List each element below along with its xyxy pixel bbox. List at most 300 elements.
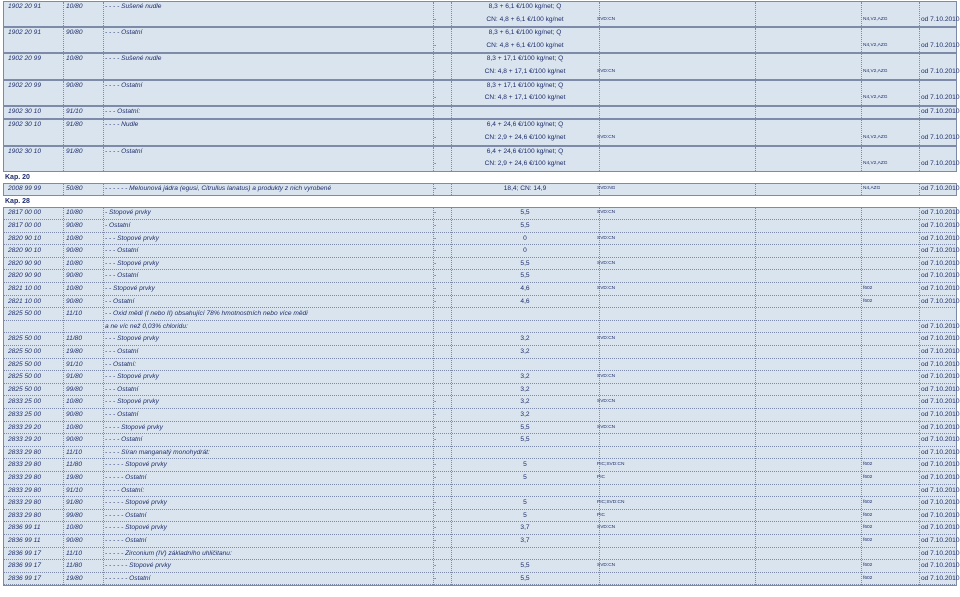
cell-sub: 10/80 bbox=[66, 259, 83, 267]
cell-code: 2836 99 11 bbox=[8, 524, 41, 532]
cell-cond: N4,V2,AZG bbox=[863, 42, 888, 48]
table-row bbox=[3, 245, 960, 258]
table-row bbox=[3, 409, 960, 422]
cell-dash: - bbox=[434, 537, 437, 544]
cell-sub: 90/80 bbox=[66, 272, 83, 280]
cell-dash: - bbox=[434, 41, 437, 49]
cell-duty: 0 bbox=[523, 234, 527, 242]
cell-ref: SVD:CN bbox=[597, 286, 616, 291]
table-row bbox=[3, 296, 960, 309]
cell-cond: f602 bbox=[863, 462, 873, 468]
cell-ref: PIC;SVD:CN bbox=[597, 462, 625, 468]
chapter-heading: Kap. 28 bbox=[5, 198, 30, 206]
cell-date: od 7.10.2010 bbox=[921, 209, 960, 217]
cell-code: 2825 50 00 bbox=[8, 335, 42, 343]
cell-date: od 7.10.2010 bbox=[921, 448, 960, 456]
cell-sub: 19/80 bbox=[66, 574, 83, 582]
cell-duty: 6,4 + 24,6 €/100 kg/net; Q bbox=[486, 121, 564, 129]
table-row bbox=[3, 207, 960, 220]
cell-sub: 90/80 bbox=[66, 81, 83, 89]
cell-ref: SVD:CN bbox=[597, 16, 616, 22]
cell-duty: CN: 4,8 + 17,1 €/100 kg/net bbox=[484, 68, 566, 75]
cell-desc: - - Oxid mědi (I nebo II) obsahující 78% hmotnostních nebo více mědi bbox=[105, 310, 308, 318]
cell-date: od 7.10.2010 bbox=[921, 160, 960, 168]
cell-cond: N4,V2,AZG bbox=[863, 69, 888, 74]
cell-date: od 7.10.2010 bbox=[921, 486, 960, 494]
cell-dash: - bbox=[434, 160, 437, 168]
cell-desc: - - - - Ostatní bbox=[105, 29, 143, 37]
table-row bbox=[3, 158, 960, 171]
cell-duty: 8,3 + 6,1 €/100 kg/net; Q bbox=[488, 3, 562, 10]
cell-desc: - - - - Sušené nudle bbox=[105, 55, 162, 63]
cell-duty: 8,3 + 17,1 €/100 kg/net; Q bbox=[486, 81, 564, 89]
cell-date: od 7.10.2010 bbox=[921, 423, 960, 431]
table-row bbox=[3, 132, 960, 145]
cell-ref: SVD:CN bbox=[597, 235, 616, 241]
cell-code: 2833 29 80 bbox=[8, 486, 42, 494]
cell-dash: - bbox=[434, 574, 437, 582]
cell-duty: 4,6 bbox=[520, 285, 530, 292]
cell-date: od 7.10.2010 bbox=[921, 511, 960, 519]
cell-duty bbox=[452, 359, 598, 372]
cell-duty: 5,5 bbox=[520, 259, 530, 267]
cell-ref: PIC;SVD:CN bbox=[597, 500, 625, 506]
cell-code: 1902 30 10 bbox=[8, 107, 42, 115]
cell-dash: - bbox=[434, 423, 437, 431]
cell-date: od 7.10.2010 bbox=[921, 297, 960, 305]
cell-desc: - - - - Nudle bbox=[105, 121, 139, 129]
table-row bbox=[3, 53, 957, 66]
table-row bbox=[3, 1, 957, 14]
cell-date: od 7.10.2010 bbox=[921, 134, 960, 141]
cell-sub: 90/80 bbox=[66, 297, 83, 305]
cell-date: od 7.10.2010 bbox=[921, 322, 960, 330]
cell-desc: - - - Ostatní bbox=[105, 411, 139, 418]
cell-date: od 7.10.2010 bbox=[921, 436, 960, 444]
cell-date: od 7.10.2010 bbox=[921, 285, 960, 292]
cell-sub: 10/80 bbox=[66, 209, 83, 217]
table-row bbox=[3, 106, 960, 119]
cell-dash: - bbox=[434, 499, 437, 507]
table-row bbox=[3, 40, 960, 53]
cell-desc: - - - - Ostatní bbox=[105, 81, 143, 89]
cell-code: 2825 50 00 bbox=[8, 348, 42, 355]
cell-date: od 7.10.2010 bbox=[921, 222, 960, 229]
cell-dash: - bbox=[434, 474, 437, 481]
cell-ref: SVD:CN bbox=[597, 399, 616, 405]
table-row bbox=[3, 548, 960, 561]
table-row bbox=[3, 333, 960, 346]
cell-desc: - - Ostatní bbox=[105, 297, 135, 305]
cell-code: 2825 50 00 bbox=[8, 385, 42, 393]
table-row bbox=[3, 283, 960, 296]
cell-desc: - - - - - Stopové prvky bbox=[105, 499, 167, 507]
cell-code: 2821 10 00 bbox=[8, 297, 42, 305]
cell-ref: SVD:CN bbox=[597, 336, 616, 342]
cell-code: 1902 20 99 bbox=[8, 81, 42, 89]
table-row bbox=[3, 560, 960, 573]
cell-desc: - - - Stopové prvky bbox=[105, 398, 159, 406]
cell-duty: 18,4; CN: 14,9 bbox=[503, 184, 547, 192]
table-row bbox=[3, 66, 960, 79]
cell-code: 2833 25 00 bbox=[8, 411, 42, 418]
cell-desc: - - - - Ostatní: bbox=[105, 486, 145, 494]
cell-dash: - bbox=[434, 94, 437, 102]
cell-duty: 5,5 bbox=[520, 423, 530, 431]
cell-sub: 19/80 bbox=[66, 348, 83, 355]
cell-date: od 7.10.2010 bbox=[921, 335, 960, 343]
cell-date: od 7.10.2010 bbox=[921, 234, 960, 242]
cell-duty: 3,2 bbox=[520, 411, 530, 418]
cell-sub: 11/10 bbox=[66, 448, 83, 456]
cell-code: 2836 99 17 bbox=[8, 549, 42, 557]
cell-desc: - - Ostatní: bbox=[105, 360, 137, 368]
cell-code: 2836 99 17 bbox=[8, 574, 42, 582]
table-row bbox=[3, 27, 957, 40]
cell-code: 2825 50 00 bbox=[8, 360, 42, 368]
cell-duty: 5 bbox=[523, 511, 527, 519]
cell-duty: 8,3 + 6,1 €/100 kg/net; Q bbox=[488, 29, 562, 37]
cell-desc: - - - Ostatní bbox=[105, 385, 139, 393]
cell-cond: N4,V2,AZG bbox=[863, 16, 888, 22]
cell-dash: - bbox=[434, 234, 437, 242]
cell-sub: 91/80 bbox=[66, 121, 83, 129]
table-row bbox=[3, 14, 960, 27]
cell-sub: 10/80 bbox=[66, 398, 83, 406]
cell-dash: - bbox=[434, 259, 437, 267]
cell-date: od 7.10.2010 bbox=[921, 385, 960, 393]
cell-code: 1902 20 99 bbox=[8, 55, 42, 63]
cell-desc: - - - - - - Stopové prvky bbox=[105, 562, 171, 570]
cell-code: 2833 29 80 bbox=[8, 511, 42, 519]
cell-sub: 90/80 bbox=[66, 537, 83, 544]
cell-duty bbox=[452, 106, 598, 119]
cell-code: 2820 90 10 bbox=[8, 234, 42, 242]
cell-code: 2836 99 11 bbox=[8, 537, 41, 544]
table-row bbox=[3, 447, 960, 460]
cell-desc: - - Stopové prvky bbox=[105, 285, 155, 292]
cell-duty: CN: 4,8 + 17,1 €/100 kg/net bbox=[484, 94, 566, 102]
cell-sub: 90/80 bbox=[66, 222, 83, 229]
cell-dash: - bbox=[434, 209, 437, 217]
cell-code: 2833 29 80 bbox=[8, 474, 42, 481]
table-row bbox=[3, 270, 960, 283]
table-row bbox=[3, 573, 960, 586]
cell-date: od 7.10.2010 bbox=[921, 41, 960, 49]
cell-dash: - bbox=[434, 184, 437, 192]
cell-desc: - - - - - Stopové prvky bbox=[105, 461, 167, 469]
cell-sub: 10/80 bbox=[66, 55, 83, 63]
cell-duty: 3,2 bbox=[520, 385, 530, 393]
cell-sub: 10/80 bbox=[66, 285, 83, 292]
cell-sub: 11/80 bbox=[66, 335, 83, 343]
cell-sub: 50/80 bbox=[66, 184, 83, 192]
cell-code: 1902 30 10 bbox=[8, 147, 42, 155]
cell-dash: - bbox=[434, 436, 437, 444]
cell-sub: 91/10 bbox=[66, 107, 83, 115]
cell-dash: - bbox=[434, 247, 437, 255]
cell-sub: 90/80 bbox=[66, 436, 83, 444]
cell-cond: f602 bbox=[863, 563, 873, 569]
cell-dash: - bbox=[434, 222, 437, 229]
table-row bbox=[3, 119, 957, 132]
cell-desc: - Stopové prvky bbox=[105, 209, 151, 217]
cell-ref: SVD:CN bbox=[597, 135, 616, 140]
cell-cond: N4,V2,AZG bbox=[863, 95, 888, 101]
cell-sub: 91/10 bbox=[66, 360, 83, 368]
cell-ref: PIC bbox=[597, 512, 605, 518]
cell-sub: 90/80 bbox=[66, 29, 83, 37]
cell-desc: - Ostatní bbox=[105, 222, 131, 229]
cell-desc: - - - - - Stopové prvky bbox=[105, 524, 167, 532]
cell-ref: SVD:CN bbox=[597, 525, 616, 531]
cell-date: od 7.10.2010 bbox=[921, 411, 960, 418]
cell-duty: 3,2 bbox=[520, 335, 530, 343]
cell-dash: - bbox=[434, 297, 437, 305]
cell-desc: - - - - Ostatní bbox=[105, 436, 143, 444]
cell-sub: 11/10 bbox=[66, 549, 83, 557]
cell-dash: - bbox=[434, 562, 437, 570]
cell-date: od 7.10.2010 bbox=[921, 398, 960, 406]
cell-desc: a ne víc než 0,03% chloridu: bbox=[105, 322, 188, 330]
cell-desc: - - - - - Ostatní bbox=[105, 474, 147, 481]
cell-dash: - bbox=[434, 398, 437, 406]
cell-sub: 90/80 bbox=[66, 247, 83, 255]
cell-duty: 5,5 bbox=[520, 222, 530, 229]
cell-sub: 10/80 bbox=[66, 3, 83, 10]
cell-desc: - - - - Ostatní bbox=[105, 147, 143, 155]
cell-desc: - - - - - - Ostatní bbox=[105, 574, 151, 582]
table-row bbox=[3, 510, 960, 523]
cell-duty: 5,5 bbox=[520, 209, 530, 217]
cell-cond: f602 bbox=[863, 475, 873, 480]
cell-date: od 7.10.2010 bbox=[921, 259, 960, 267]
cell-desc: - - - Ostatní bbox=[105, 247, 139, 255]
cell-ref: SVD:CN bbox=[597, 210, 616, 216]
cell-sub: 10/80 bbox=[66, 423, 83, 431]
cell-cond: N4,V2,AZG bbox=[863, 161, 888, 167]
cell-duty bbox=[452, 308, 598, 321]
cell-duty bbox=[452, 321, 598, 334]
cell-sub: 91/10 bbox=[66, 486, 83, 494]
cell-desc: - - - - Síran manganatý monohydrát: bbox=[105, 448, 210, 456]
table-row bbox=[3, 92, 960, 105]
cell-code: 2833 29 80 bbox=[8, 499, 42, 507]
cell-sub: 90/80 bbox=[66, 411, 83, 418]
cell-duty: 5 bbox=[523, 499, 527, 507]
cell-dash: - bbox=[434, 285, 437, 292]
cell-date: od 7.10.2010 bbox=[921, 499, 960, 507]
cell-dash: - bbox=[434, 272, 437, 280]
cell-desc: - - - - Stopové prvky bbox=[105, 423, 163, 431]
cell-duty bbox=[452, 447, 598, 460]
cell-code: 2820 90 10 bbox=[8, 247, 42, 255]
cell-date: od 7.10.2010 bbox=[921, 562, 960, 570]
cell-desc: - - - Ostatní bbox=[105, 348, 139, 355]
cell-cond: f602 bbox=[863, 286, 873, 291]
cell-dash: - bbox=[434, 411, 437, 418]
cell-date: od 7.10.2010 bbox=[921, 68, 960, 75]
cell-date: od 7.10.2010 bbox=[921, 184, 960, 192]
cell-duty: CN: 4,8 + 6,1 €/100 kg/net bbox=[486, 15, 564, 23]
cell-date: od 7.10.2010 bbox=[921, 348, 960, 355]
cell-desc: - - - - Sušené nudle bbox=[105, 3, 162, 10]
cell-duty: 3,2 bbox=[520, 348, 530, 355]
cell-dash: - bbox=[434, 461, 437, 469]
cell-duty: 8,3 + 17,1 €/100 kg/net; Q bbox=[486, 55, 564, 63]
cell-cond: N4,V2,AZG bbox=[863, 135, 888, 140]
cell-dash: - bbox=[434, 511, 437, 519]
cell-desc: - - - - - Zirconium (IV) základního uhličitanu: bbox=[105, 549, 232, 557]
cell-date: od 7.10.2010 bbox=[921, 94, 960, 102]
cell-sub: 99/80 bbox=[66, 511, 83, 519]
cell-desc: - - - - - Ostatní bbox=[105, 537, 147, 544]
cell-duty: 3,7 bbox=[520, 524, 530, 532]
table-row bbox=[3, 472, 960, 485]
cell-cond: f602 bbox=[863, 525, 873, 531]
cell-code: 2817 00 00 bbox=[8, 222, 42, 229]
cell-sub: 91/80 bbox=[66, 373, 83, 381]
cell-code: 2833 29 80 bbox=[8, 448, 42, 456]
cell-duty: 5 bbox=[523, 461, 527, 469]
cell-date: od 7.10.2010 bbox=[921, 373, 960, 381]
table-row bbox=[3, 434, 960, 447]
cell-desc: - - - Ostatní: bbox=[105, 107, 141, 115]
table-row bbox=[3, 497, 960, 510]
cell-duty: 5,5 bbox=[520, 436, 530, 444]
cell-desc: - - - Ostatní bbox=[105, 272, 139, 280]
cell-duty bbox=[452, 485, 598, 498]
cell-duty: 3,2 bbox=[520, 373, 530, 381]
cell-code: 2833 29 20 bbox=[8, 436, 42, 444]
cell-duty: CN: 4,8 + 6,1 €/100 kg/net bbox=[486, 41, 564, 49]
table-row bbox=[3, 459, 960, 472]
cell-dash: - bbox=[434, 68, 437, 75]
cell-date: od 7.10.2010 bbox=[921, 574, 960, 582]
table-row bbox=[3, 384, 960, 397]
table-row bbox=[3, 422, 960, 435]
cell-date: od 7.10.2010 bbox=[921, 537, 960, 544]
table-row bbox=[3, 220, 960, 233]
cell-ref: SVD:CN bbox=[597, 563, 616, 569]
cell-cond: f602 bbox=[863, 575, 873, 581]
cell-duty: 3,2 bbox=[520, 398, 530, 406]
cell-duty: 3,7 bbox=[520, 537, 530, 544]
cell-date: od 7.10.2010 bbox=[921, 360, 960, 368]
cell-code: 2820 90 90 bbox=[8, 259, 42, 267]
cell-duty: 0 bbox=[523, 247, 527, 255]
cell-dash: - bbox=[434, 134, 437, 141]
cell-code: 2820 90 90 bbox=[8, 272, 42, 280]
cell-code: 2833 25 00 bbox=[8, 398, 42, 406]
cell-date: od 7.10.2010 bbox=[921, 474, 960, 481]
cell-duty: 5,5 bbox=[520, 562, 530, 570]
cell-desc: - - - Stopové prvky bbox=[105, 234, 159, 242]
cell-desc: - - - - - - Melounová jádra (egusi, Citrullus lanatus) a produkty z nich vyrobené bbox=[105, 184, 332, 192]
table-row bbox=[3, 485, 960, 498]
cell-sub: 11/80 bbox=[66, 562, 83, 570]
cell-code: 1902 20 91 bbox=[8, 3, 42, 10]
cell-cond: f602 bbox=[863, 512, 873, 518]
cell-sub: 19/80 bbox=[66, 474, 83, 481]
table-row bbox=[3, 535, 960, 548]
cell-date: od 7.10.2010 bbox=[921, 15, 960, 23]
cell-code: 2817 00 00 bbox=[8, 209, 42, 217]
cell-code: 2821 10 00 bbox=[8, 285, 42, 292]
table-row bbox=[3, 321, 960, 334]
cell-code: 1902 30 10 bbox=[8, 121, 42, 129]
cell-ref: SVD:CN bbox=[597, 69, 616, 74]
cell-ref: SVD:CN bbox=[597, 374, 616, 380]
cell-date: od 7.10.2010 bbox=[921, 107, 960, 115]
cell-ref: PIC bbox=[597, 475, 605, 480]
cell-sub: 10/80 bbox=[66, 234, 83, 242]
cell-desc: - - - Stopové prvky bbox=[105, 259, 159, 267]
cell-ref: SVD:CN bbox=[597, 424, 616, 430]
table-row bbox=[3, 359, 960, 372]
cell-code: 2825 50 00 bbox=[8, 373, 42, 381]
cell-sub: 91/80 bbox=[66, 147, 83, 155]
cell-cond: f602 bbox=[863, 298, 873, 304]
cell-sub: 10/80 bbox=[66, 524, 83, 532]
cell-ref: SVD:NG bbox=[597, 185, 616, 191]
cell-ref: SVD:CN bbox=[597, 260, 616, 266]
cell-code: 2833 29 20 bbox=[8, 423, 42, 431]
cell-duty: 5,5 bbox=[520, 272, 530, 280]
chapter-heading: Kap. 20 bbox=[5, 173, 30, 181]
cell-cond: N4,AZG bbox=[863, 185, 881, 191]
cell-duty: 4,6 bbox=[520, 297, 530, 305]
cell-code: 2825 50 00 bbox=[8, 310, 42, 318]
cell-duty: 5 bbox=[523, 474, 527, 481]
table-row bbox=[3, 522, 960, 535]
cell-cond: f602 bbox=[863, 538, 873, 543]
cell-sub: 11/10 bbox=[66, 310, 83, 318]
cell-duty: CN: 2,9 + 24,6 €/100 kg/net bbox=[484, 134, 566, 141]
cell-sub: 99/80 bbox=[66, 385, 83, 393]
cell-date: od 7.10.2010 bbox=[921, 272, 960, 280]
cell-sub: 91/80 bbox=[66, 499, 83, 507]
table-row bbox=[3, 371, 960, 384]
cell-code: 2836 99 17 bbox=[8, 562, 42, 570]
cell-duty: 6,4 + 24,6 €/100 kg/net; Q bbox=[486, 147, 564, 155]
table-row bbox=[3, 396, 960, 409]
cell-code: 2833 29 80 bbox=[8, 461, 42, 469]
cell-desc: - - - Stopové prvky bbox=[105, 373, 159, 381]
cell-duty bbox=[452, 548, 598, 561]
cell-desc: - - - Stopové prvky bbox=[105, 335, 159, 343]
cell-code: 2008 99 99 bbox=[8, 184, 42, 192]
cell-sub: 11/80 bbox=[66, 461, 83, 469]
cell-dash: - bbox=[434, 524, 437, 532]
table-row bbox=[3, 183, 960, 196]
cell-dash: - bbox=[434, 15, 437, 23]
cell-duty: CN: 2,9 + 24,6 €/100 kg/net bbox=[484, 160, 566, 168]
cell-date: od 7.10.2010 bbox=[921, 524, 960, 532]
table-row bbox=[3, 308, 957, 321]
table-row bbox=[3, 233, 960, 246]
cell-duty: 5,5 bbox=[520, 574, 530, 582]
cell-date: od 7.10.2010 bbox=[921, 461, 960, 469]
cell-cond: f602 bbox=[863, 500, 873, 506]
cell-desc: - - - - - Ostatní bbox=[105, 511, 147, 519]
table-row bbox=[3, 346, 960, 359]
cell-date: od 7.10.2010 bbox=[921, 247, 960, 255]
table-row bbox=[3, 80, 957, 93]
cell-code: 1902 20 91 bbox=[8, 29, 42, 37]
table-row bbox=[3, 146, 957, 159]
table-row bbox=[3, 258, 960, 271]
